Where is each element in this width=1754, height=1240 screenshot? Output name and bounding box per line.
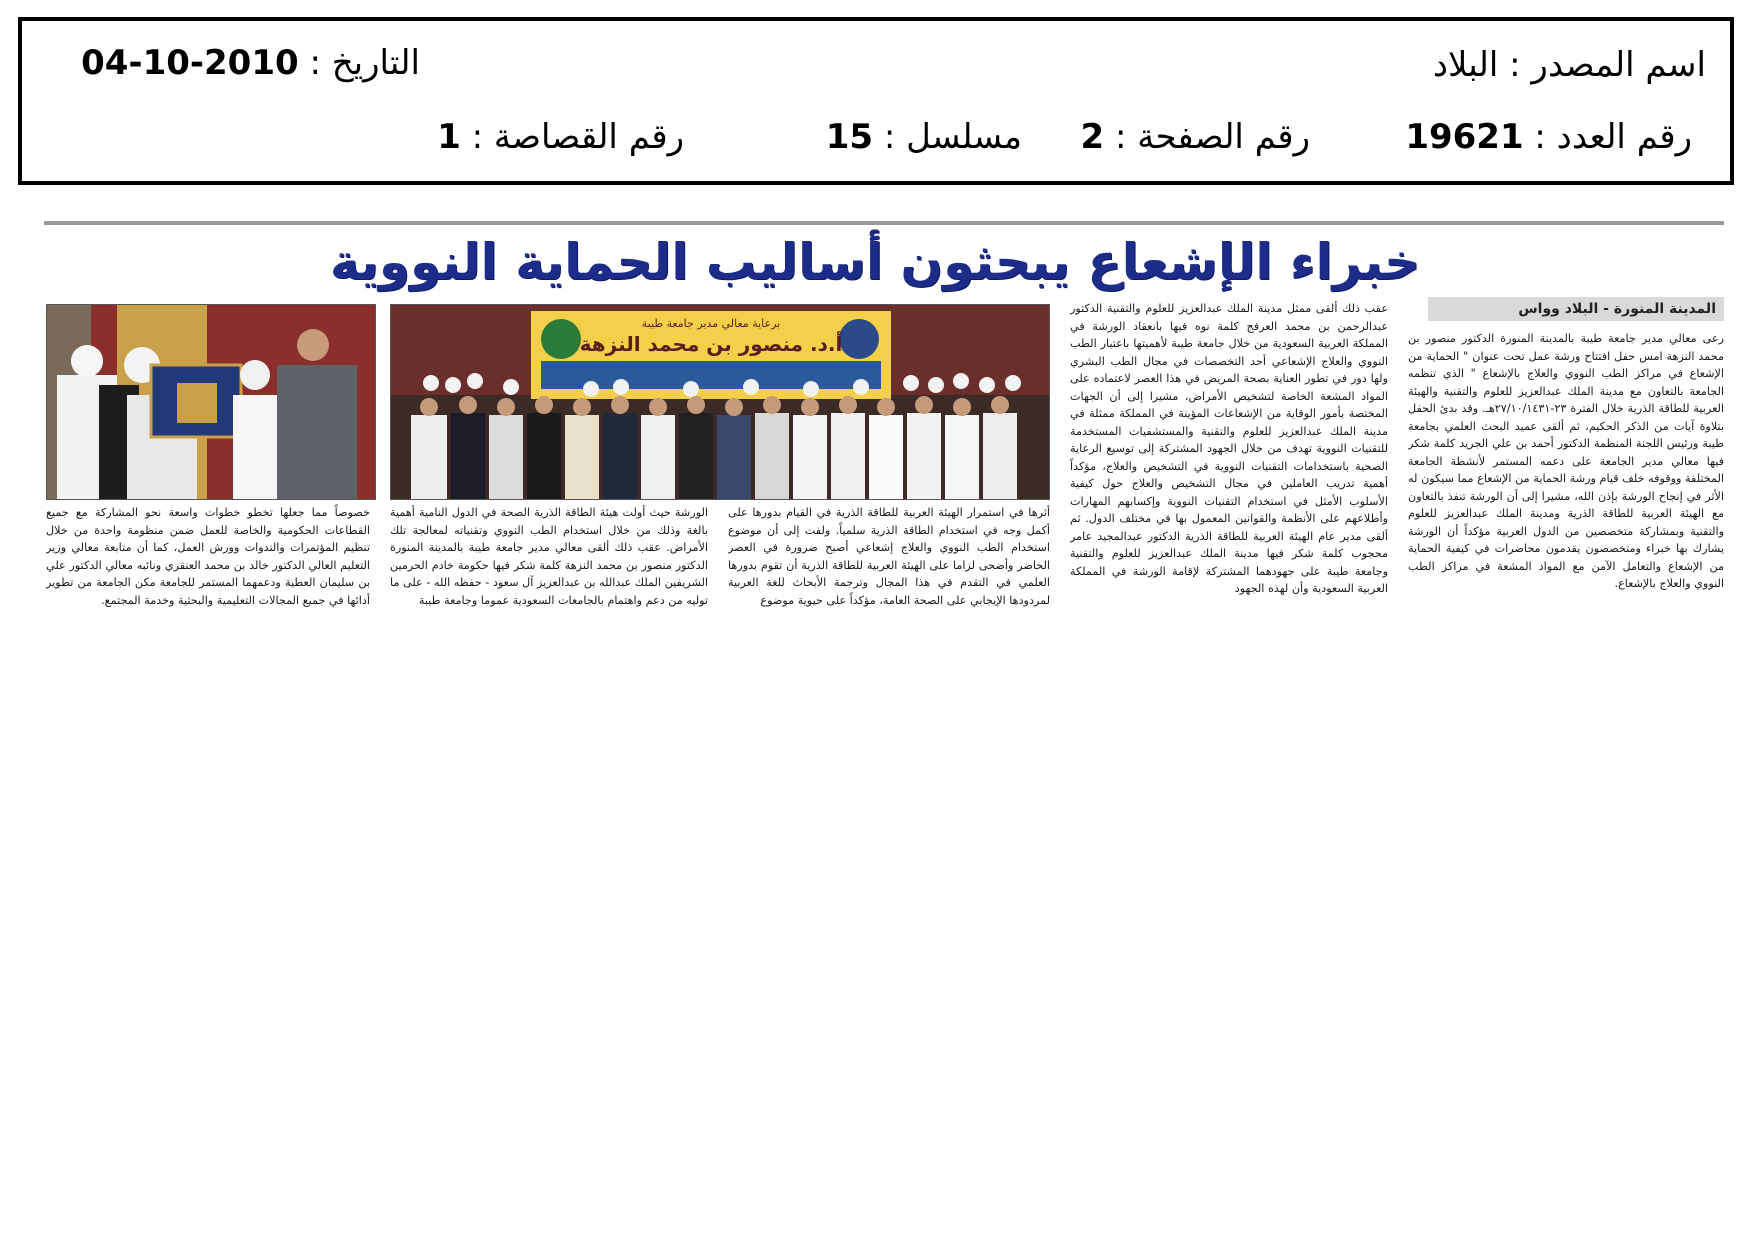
banner-line-1: برعاية معالي مدير جامعة طيبة xyxy=(641,317,781,330)
issue-value: 19621 xyxy=(1405,117,1524,157)
article-byline: المدينة المنورة - البلاد وواس xyxy=(1428,297,1724,321)
top-rule xyxy=(44,221,1724,225)
clip-field xyxy=(437,117,684,157)
article-column-3: أثرها في استمرار الهيئة العربية للطاقة الذرية في القيام بدورها على أكمل وجه في استخدام الطاقة الذرية سلمياً. ولفت إلى أن موضوع استخدام الطب النووي والعلاج إشعاعي أصبح ضرورة في العصر الحاضر وأضحى لزاما على الهيئة العربية للطاقة الذرية أن تقوم بدورها العلمي في التقدم في هذا المجال وترجمة الأبحاث للغة العربية لمردودها الإيجابي على الصحة العامة، مؤكداً على حيوية موضوع xyxy=(728,506,1050,607)
serial-field xyxy=(826,117,1022,157)
serial-label: مسلسل : xyxy=(883,117,1022,157)
page-value: 2 xyxy=(1080,117,1105,157)
article-column-5: خصوصاً مما جعلها تخطو خطوات واسعة نحو المشاركة مع جميع القطاعات الحكومية والخاصة للعمل ضمن منظومة واحدة من خلال تنظيم المؤتمرات والندوات وورش العمل، كما أن متابعة معالي وزير التعليم العالي الدكتور خالد بن محمد العنقري ونائبه معالي الدكتور علي بن سليمان العطية ودعمهما المستمر للجامعة مكن الجامعة من تطوير أدائها في جميع المجالات التعليمية والبحثية وخدمة المجتمع. xyxy=(46,506,370,607)
issue-field xyxy=(1405,117,1692,157)
article-column-1: رعى معالي مدير جامعة طيبة بالمدينة المنورة الدكتور منصور بن محمد النزهة امس حفل افتتاح ورشة عمل تحت عنوان " الحماية من الإشعاع في مراكز الطب النووي والعلاج بالإشعاع " الذي تنظمه الجامعة بالتعاون مع مدينة الملك عبدالعزيز للعلوم والتقنية والهيئة العربية للطاقة الذرية خلال الفترة ٢٣-٢٧/١٠/١٤٣١هـ. وقد بدئ الحفل بتلاوة آيات من الذكر الحكيم، ثم ألقى عميد البحث العلمي بجامعة طيبة ورئيس اللجنة المنظمة الدكتور أحمد بن علي الجريد كلمة شكر فيها معالي مدير الجامعة على دعمه المستمر لأنشطة الجامعة المختلفة ووقوفه خلف قيام ورشة الحماية من الإشعاع مما سيكون له الأثر في إنجاح الورشة بإذن الله، مشيرا إلى أن الورشة تنفذ بالتعاون مع الهيئة العربية للطاقة الذرية ومدينة الملك عبدالعزيز للعلوم والتقنية وبمشاركة متخصصين من الدول العربية مؤكداً أن الورشة يشارك بها خبراء ومتخصصون يقدمون محاضرات في كيفية الحماية من الإشعاع والتعامل الآمن مع المواد المشعة في مراكز الطب النووي والعلاج بالإشعاع. xyxy=(1408,332,1724,590)
issue-label: رقم العدد : xyxy=(1534,117,1692,157)
award-photo-image xyxy=(47,305,375,499)
metadata-box xyxy=(18,17,1734,185)
page-field xyxy=(1080,117,1310,157)
source-value: البلاد xyxy=(1432,45,1499,85)
award-photo xyxy=(46,304,376,500)
article-column-4: الورشة حيث أولت هيئة الطاقة الذرية الصحة في الدول النامية أهمية بالغة وذلك من خلال استخدام الطب النووي وتقنياته لمعالجة تلك الأمراض. عقب ذلك ألقى معالي مدير جامعة طيبة بالمدينة المنورة الدكتور منصور بن محمد النزهة كلمة شكر فيها حكومة خادم الحرمين الشريفين الملك عبدالله بن عبدالعزيز آل سعود - حفظه الله - على ما توليه من دعم واهتمام بالجامعات السعودية عموما وجامعة طيبة xyxy=(390,506,708,607)
date-value: 2010-10-04 xyxy=(81,43,299,83)
serial-value: 15 xyxy=(825,117,874,157)
group-photo xyxy=(390,304,1050,500)
page-label: رقم الصفحة : xyxy=(1114,117,1310,157)
article-column-2: عقب ذلك ألقى ممثل مدينة الملك عبدالعزيز للعلوم والتقنية الدكتور عبدالرحمن بن محمد العرفج كلمة نوه فيها بانعقاد الورشة في المملكة العربية السعودية من خلال جامعة طيبة لأهميتها باعتبار الطب النووي والعلاج الإشعاعي أحد التخصصات في مجال الطب البشري ولها دور في تطور العناية بصحة المريض في هذا العصر لاعتماده على المواد المشعة الخاصة لتشخيص الأمراض، مشيرا إلى أن الجهات المختصة بأمور الوقاية من الإشعاعات المؤينة في المملكة ممثلة في مدينة الملك عبدالعزيز للعلوم والتقنية والمستشفيات المستخدمة للتقنيات النووية تهدف من خلال الجهود المشتركة إلى توسيع الرعاية الصحية باستخدامات التقنيات النووية في التشخيص والعلاج، مؤكداً أهمية تدريب العاملين في مجال التشخيص والعلاج حول كيفية الأسلوب الأمثل في استخدام التقنيات النووية وإكسابهم المهارات وأطلاعهم على الأنظمة والقوانين المعمول بها في مختلف الدول. ثم ألقى مدير عام الهيئة العربية للطاقة الذرية الدكتور عبدالمجيد عامر محجوب كلمة شكر فيها مدينة الملك عبدالعزيز للعلوم والتقنية وجامعة طيبة على جهودهما المشتركة لإقامة الورشة في المملكة العربية السعودية وأن لهذه الجهود xyxy=(1070,302,1388,595)
clip-label: رقم القصاصة : xyxy=(471,117,684,157)
banner-line-2: أ.د. منصور بن محمد النزهة xyxy=(579,332,843,356)
group-photo-image xyxy=(391,305,1049,499)
clip-value: 1 xyxy=(437,117,461,157)
source-label: اسم المصدر : xyxy=(1509,45,1706,85)
source-field xyxy=(1433,45,1706,85)
article-headline: خبراء الإشعاع يبحثون أساليب الحماية النووية xyxy=(329,233,1421,291)
date-label: التاريخ : xyxy=(309,43,420,83)
date-field xyxy=(81,43,420,83)
